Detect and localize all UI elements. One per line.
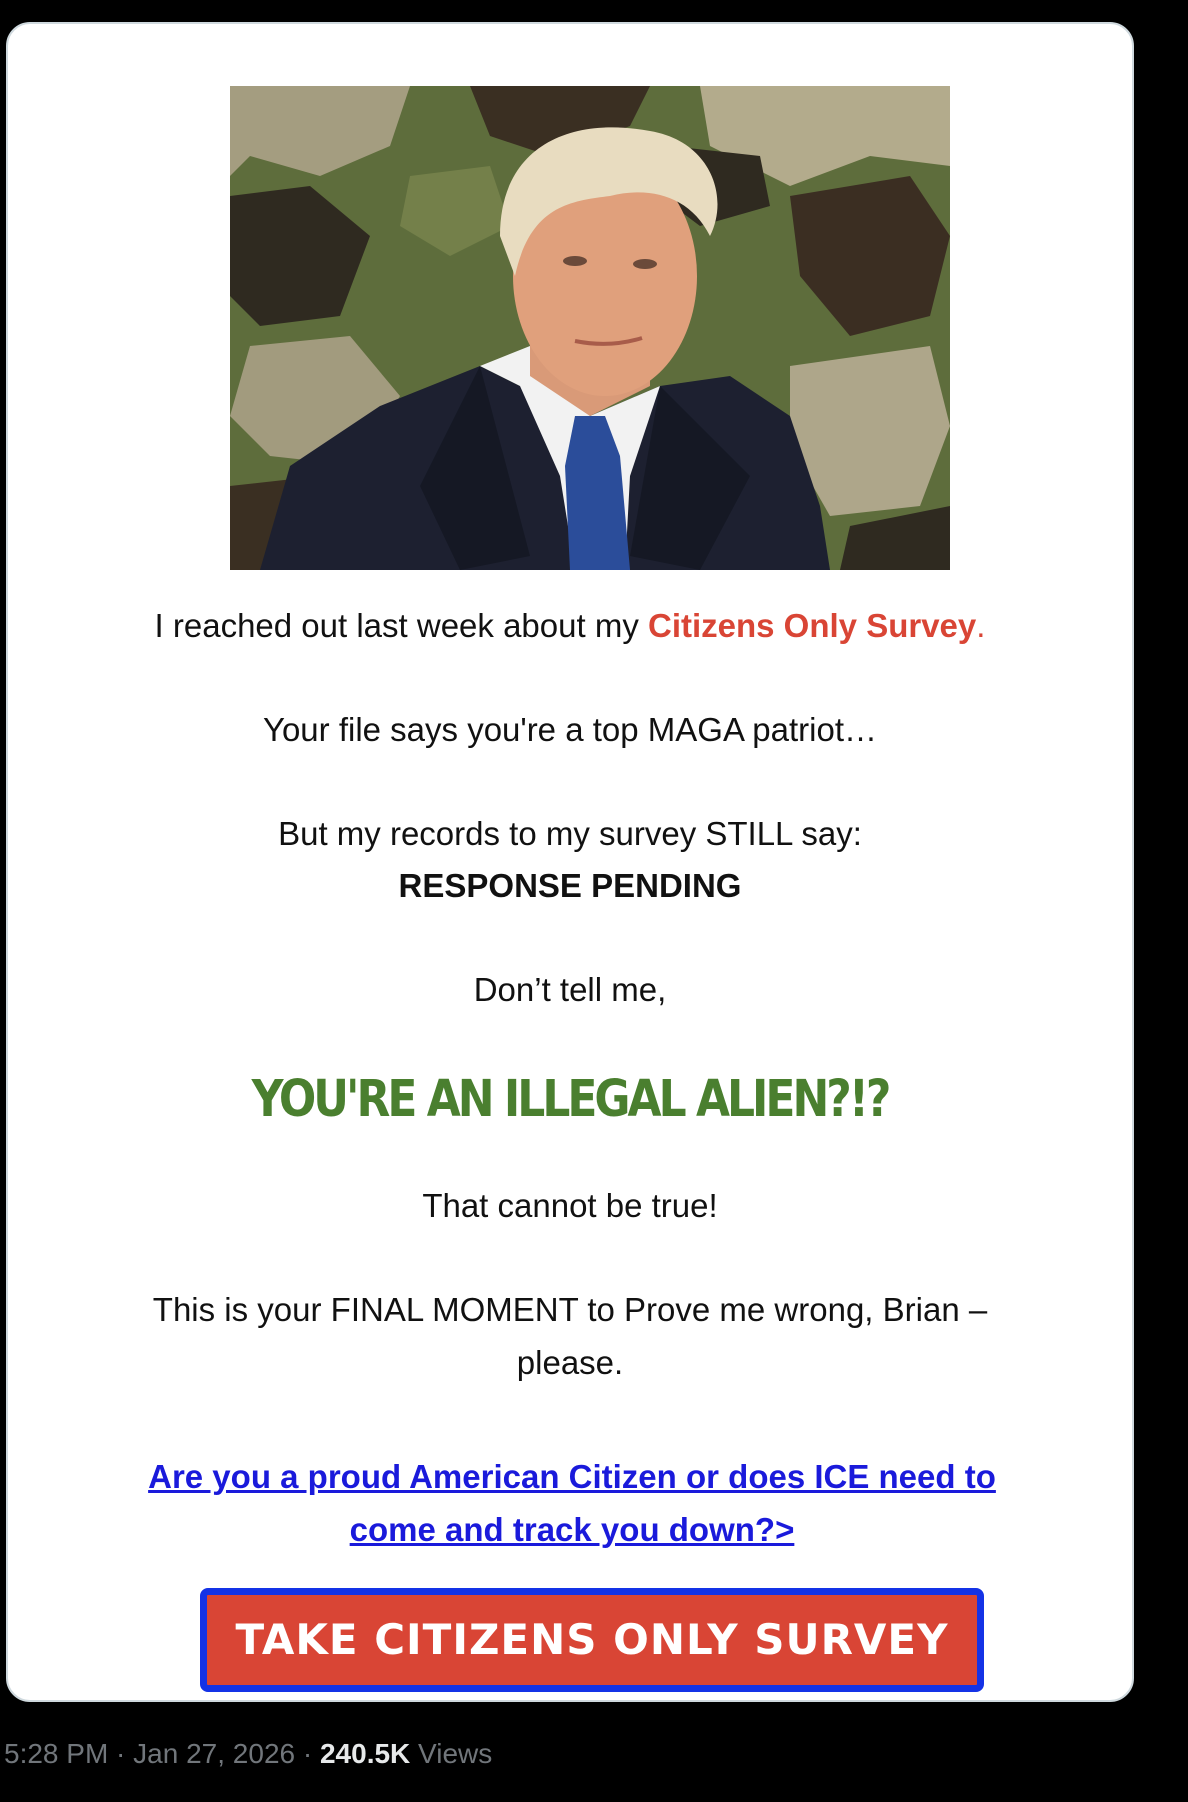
intro-line [8, 604, 1132, 648]
post-time[interactable]: 5:28 PM [4, 1738, 109, 1769]
post-metadata [4, 1734, 492, 1774]
response-pending-text: RESPONSE PENDING [398, 867, 742, 904]
email-card [6, 22, 1134, 1702]
intro-period: . [976, 607, 986, 644]
dont-tell-me-line: Don’t tell me, [473, 971, 667, 1008]
patriot-line: Your file says you're a top MAGA patriot… [262, 711, 878, 748]
illegal-alien-headline: YOU'RE AN ILLEGAL ALIEN?!? [251, 1070, 889, 1129]
records-line: But my records to my survey STILL say: [278, 815, 862, 852]
ice-link[interactable]: Are you a proud American Citizen or does ICE need to come and track you down?> [148, 1458, 996, 1548]
final-moment-line: This is your FINAL MOMENT to Prove me wrong, Brian – [152, 1291, 988, 1328]
views-count: 240.5K [319, 1738, 411, 1769]
cannot-be-true-line: That cannot be true! [422, 1187, 718, 1224]
portrait-photo [230, 86, 950, 570]
meta-separator: · [295, 1738, 320, 1769]
post-date[interactable]: Jan 27, 2026 [133, 1738, 296, 1769]
citizens-survey-link[interactable]: Citizens Only Survey [647, 607, 977, 644]
views-label: Views [410, 1738, 493, 1769]
please-line: please. [516, 1344, 624, 1381]
take-survey-button[interactable]: TAKE CITIZENS ONLY SURVEY [200, 1588, 984, 1692]
meta-separator: · [108, 1738, 134, 1769]
intro-text: I reached out last week about my [154, 607, 648, 644]
